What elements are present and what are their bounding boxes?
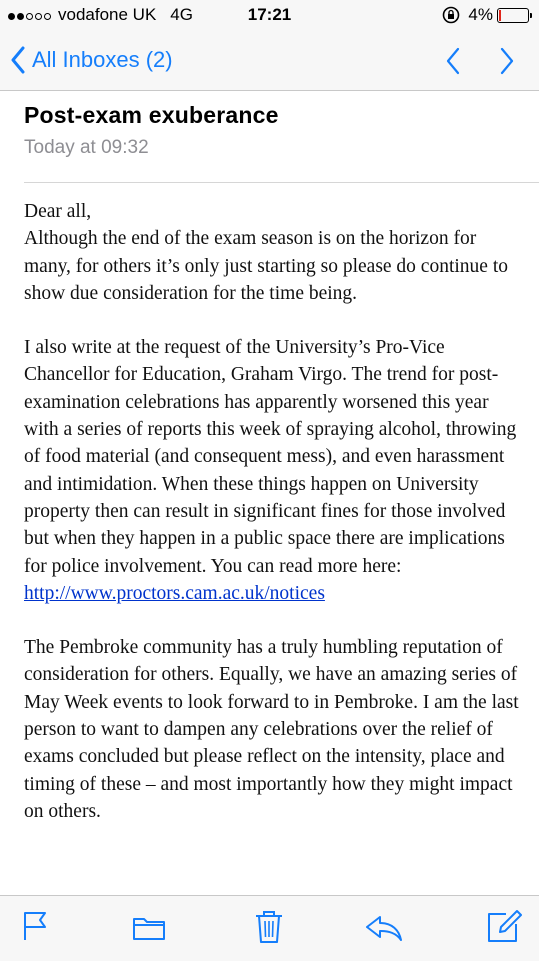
chevron-left-icon bbox=[10, 46, 26, 74]
trash-icon bbox=[254, 910, 284, 944]
message-header bbox=[24, 102, 514, 159]
reply-button[interactable] bbox=[365, 914, 403, 947]
proctors-link[interactable]: http://www.proctors.cam.ac.uk/notices bbox=[24, 582, 325, 604]
message-body bbox=[24, 198, 519, 852]
greeting: Dear all, bbox=[24, 201, 92, 222]
bottom-toolbar bbox=[0, 895, 539, 961]
previous-message-button[interactable] bbox=[444, 46, 462, 81]
header-divider bbox=[24, 182, 539, 183]
battery-icon bbox=[497, 8, 529, 23]
paragraph-2 bbox=[24, 334, 519, 607]
message-subject: Post-exam exuberance bbox=[24, 102, 279, 128]
back-button-label: All Inboxes (2) bbox=[32, 47, 173, 72]
chevron-right-icon bbox=[498, 46, 516, 76]
status-bar bbox=[0, 0, 539, 32]
paragraph-2-text: I also write at the request of the University’s Pro-Vice Chancellor for Education, Graham Virgo. The trend for post-examination celebrations has apparently worsened this year with a series of reports this week of spraying alcohol, throwing of food material (and consequent mess), and even harassment and intimidation. When these things happen on University property then can result in significant fines for those involved but when they happen in a public space there are implications for police involvement. You can read more here: bbox=[24, 337, 517, 577]
rotation-lock-icon bbox=[442, 6, 460, 24]
chevron-left-icon bbox=[444, 46, 462, 76]
navigation-bar bbox=[0, 32, 539, 91]
carrier-name: vodafone UK bbox=[58, 5, 157, 24]
compose-button[interactable] bbox=[486, 908, 522, 949]
flag-button[interactable] bbox=[22, 910, 50, 947]
compose-icon bbox=[486, 908, 522, 944]
network-type: 4G bbox=[170, 5, 193, 24]
folder-icon bbox=[132, 915, 166, 941]
reply-icon bbox=[365, 914, 403, 942]
paragraph-1: Although the end of the exam season is on the horizon for many, for others it’s only just starting so please do continue to show due consideration for the time being. bbox=[24, 228, 508, 304]
status-right bbox=[442, 5, 529, 25]
delete-button[interactable] bbox=[254, 910, 284, 949]
battery-percent: 4% bbox=[468, 5, 493, 24]
status-time: 17:21 bbox=[247, 5, 292, 24]
message-timestamp: Today at 09:32 bbox=[24, 137, 149, 158]
paragraph-3: The Pembroke community has a truly humbling reputation of consideration for others. Equally, we have an amazing series of May Week events to look forward to in Pembroke. I am the last person to want to dampen any celebrations over the relief of exams concluded but please reflect on the intensity, place and timing of these – and most importantly how they might impact on others. bbox=[24, 637, 519, 822]
move-to-folder-button[interactable] bbox=[132, 915, 166, 946]
back-button[interactable] bbox=[10, 46, 173, 74]
next-message-button[interactable] bbox=[498, 46, 516, 81]
flag-icon bbox=[22, 910, 50, 942]
